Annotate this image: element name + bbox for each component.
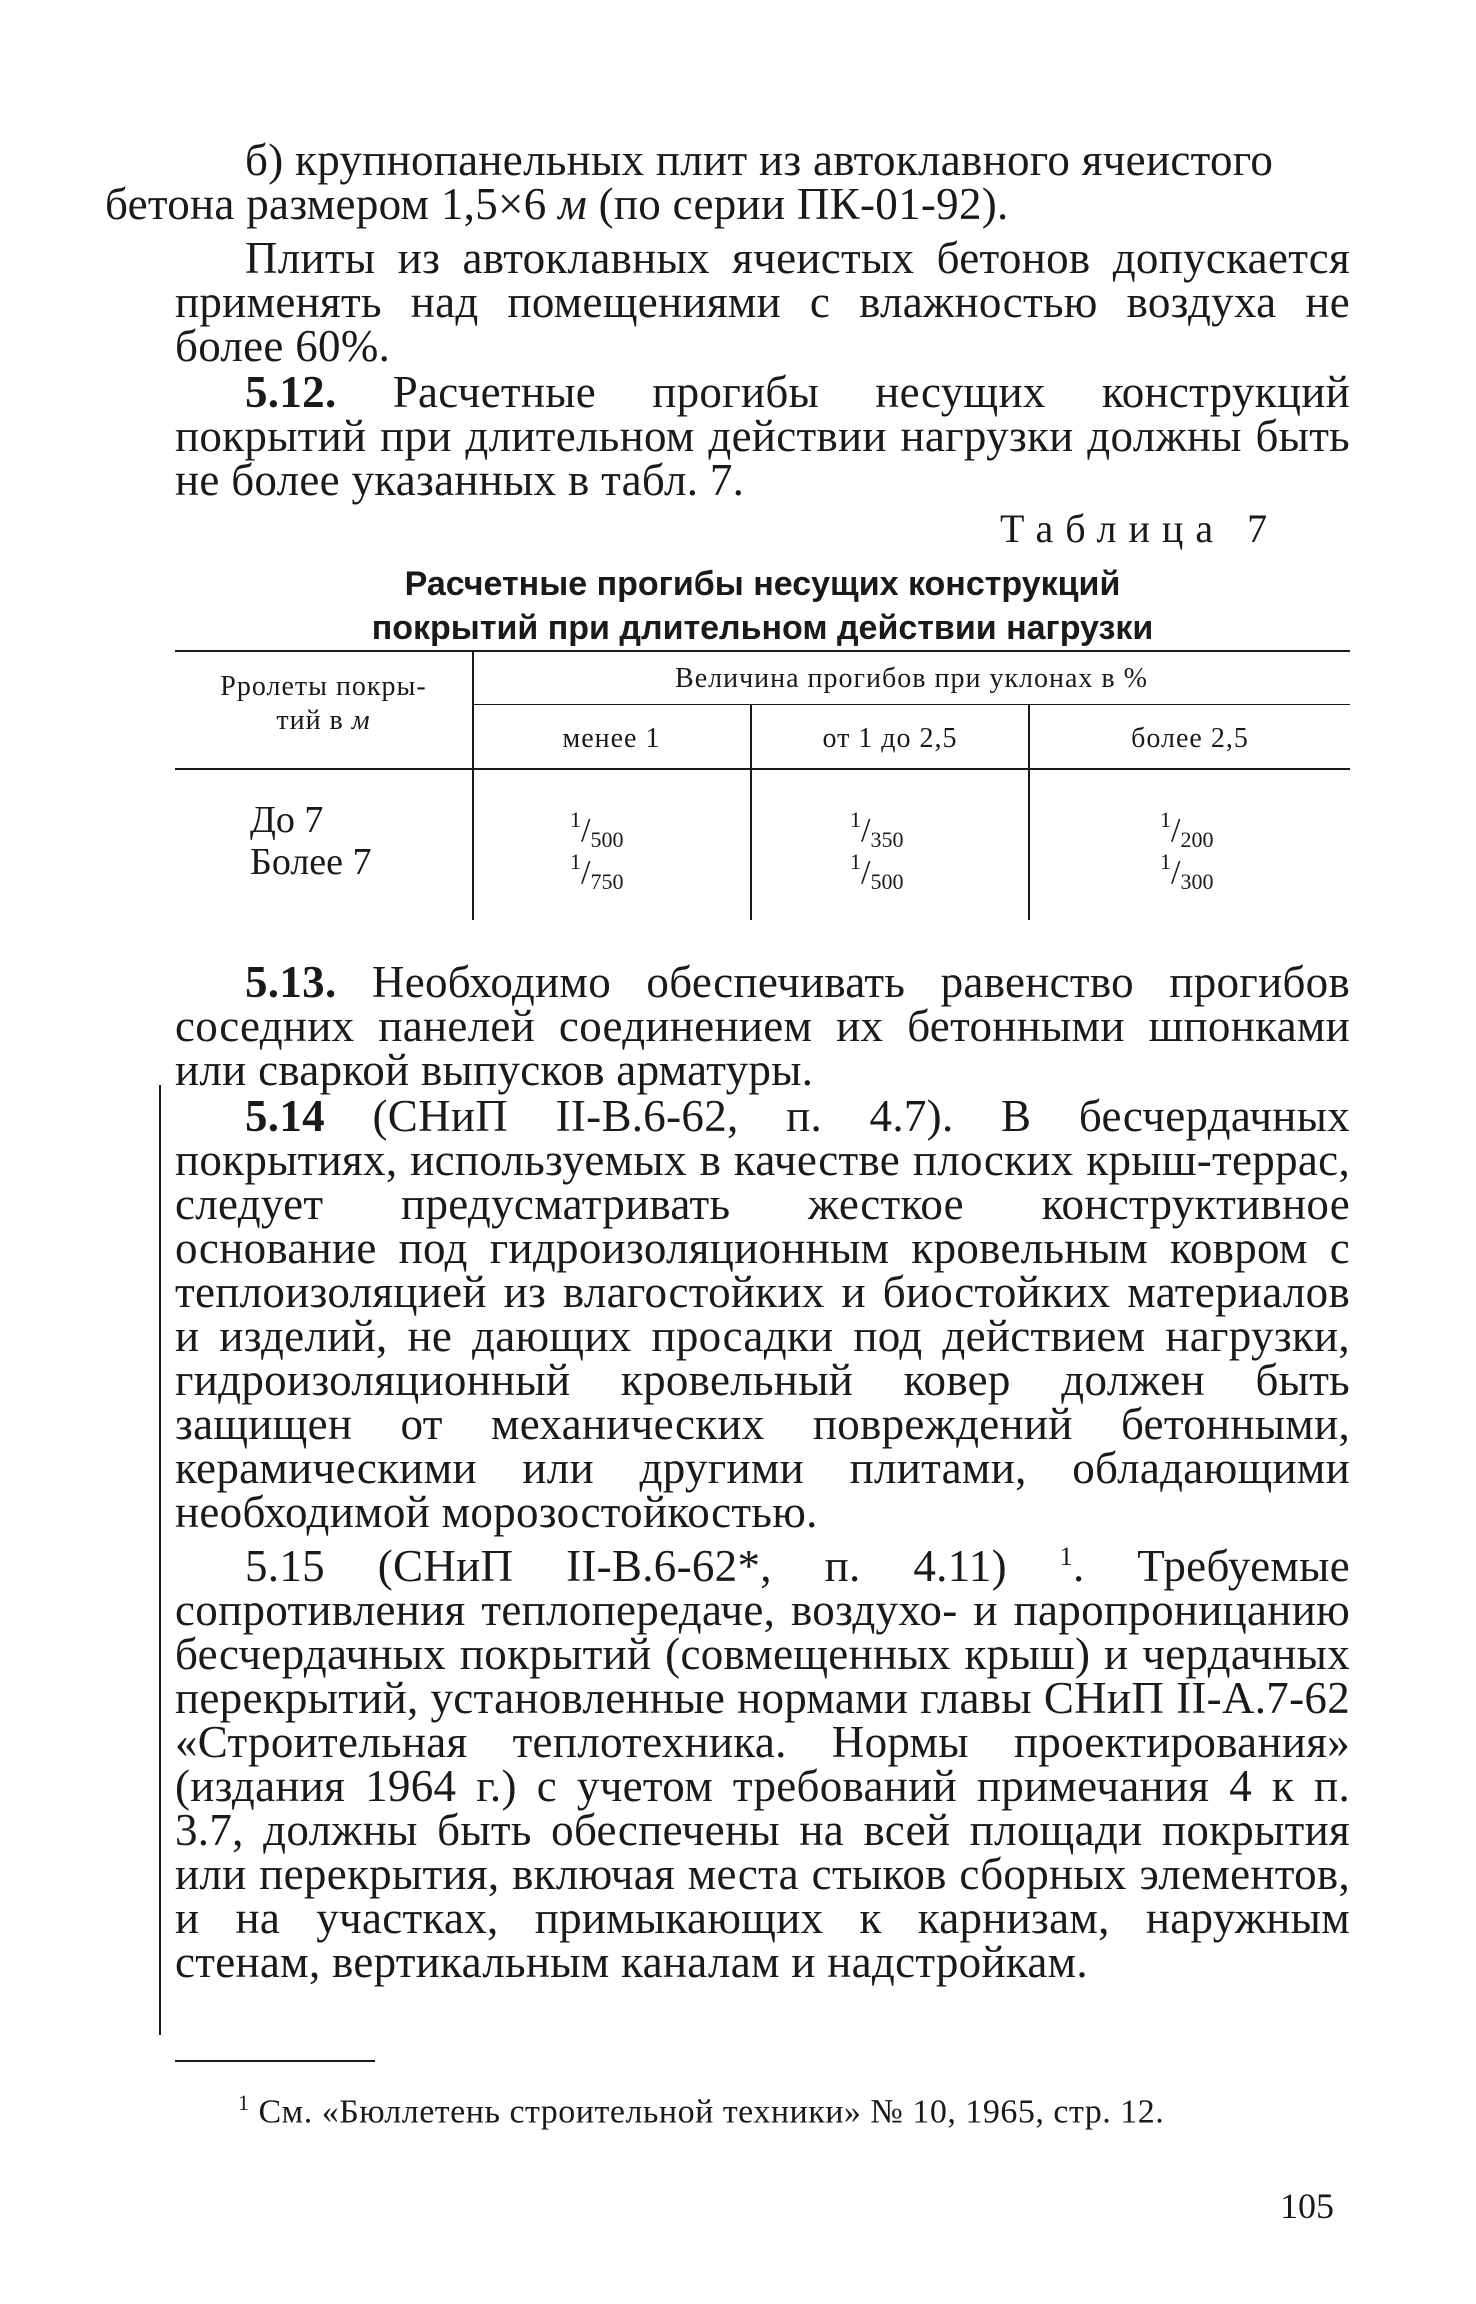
paragraph-cellular-concrete: Плиты из автоклавных ячеистых бетонов допускается применять над помещениями с влажностью воздуха не более 60%. [175, 233, 1350, 371]
header-unit: м [351, 705, 371, 736]
table-group-rule [473, 704, 1350, 705]
clause-number: 5.14 [245, 1091, 325, 1141]
p1-line2 [105, 179, 1009, 229]
header-col-more-2-5: более 2,5 [1131, 723, 1249, 754]
p1-line2-tail: (по серии ПК-01-92). [587, 179, 1009, 229]
table-title-line1: Расчетные прогибы несущих конструкций [404, 565, 1121, 603]
p1-line1: б) крупнопанельных плит из автоклавного ячеистого [245, 135, 1274, 185]
page-number: 105 [1280, 2186, 1334, 2226]
numerator: 1 [570, 849, 581, 874]
header-span-cell [175, 670, 472, 738]
numerator: 1 [570, 807, 581, 832]
numerator: 1 [850, 807, 861, 832]
header-col-less-1: менее 1 [562, 723, 661, 754]
header-span-line2: тий в [276, 705, 352, 736]
table-header-rule [175, 768, 1350, 770]
paragraph-5-14 [175, 1091, 1350, 1537]
deflection-table [175, 650, 1350, 920]
denominator: 350 [870, 827, 904, 852]
numerator: 1 [850, 849, 861, 874]
row-label-over-7: Более 7 [250, 841, 372, 883]
table-title [175, 562, 1350, 650]
footnote-mark: 1 [238, 2090, 250, 2115]
fraction-r1-c3: $^1/_{200}$ [1160, 807, 1214, 852]
paragraph-5-15 [175, 1535, 1350, 1987]
fraction-r2-c1: $^1/_{750}$ [570, 849, 624, 894]
numerator: 1 [1160, 849, 1171, 874]
fraction-r2-c2: $^1/_{500}$ [850, 849, 904, 894]
denominator: 500 [590, 827, 624, 852]
fraction-r1-c1: $^1/_{500}$ [570, 807, 624, 852]
header-span-line1: Pролеты покры- [220, 671, 427, 702]
row-label-up-to-7: До 7 [250, 799, 324, 841]
paragraph-5-13 [175, 957, 1350, 1095]
header-col-1-to-2-5: от 1 до 2,5 [822, 723, 958, 754]
footnote-text: См. «Бюллетень строительной техники» № 10, 1965, стр. 12. [249, 2093, 1165, 2131]
table-title-line2: покрытий при длительном действии нагрузки [371, 609, 1154, 647]
p1-line2-text: бетона размером 1,5×6 [105, 179, 559, 229]
table-caption: Таблица 7 [1000, 506, 1280, 551]
footnote-reference: 1 [1059, 1542, 1073, 1571]
fraction-r2-c3: $^1/_{300}$ [1160, 849, 1214, 894]
clause-number: 5.13. [245, 957, 337, 1007]
numerator: 1 [1160, 807, 1171, 832]
denominator: 500 [870, 869, 904, 894]
fraction-r1-c2: $^1/_{350}$ [850, 807, 904, 852]
clause-number: 5.15 [245, 1541, 325, 1591]
paragraph-5-12 [175, 367, 1350, 505]
clause-text: (СНиП II-В.6-62, п. 4.7). В бесчердачных покрытиях, используемых в качестве плоских крыш-террас, следует предусматривать жесткое конструктивное основание под гидроизоляционным кровельным ковром с теплоизоляцией из влагостойких и биостойких материалов и изделий, не дающих просадки под действием нагрузки, гидроизоляционный кровельный ковер должен быть защищен от механических повреждений бетонными, керамическими или другими плитами, обладающими необходимой морозостойкостью. [175, 1091, 1350, 1537]
clause-text: . Требуемые сопротивления теплопередаче, воздухо- и паропроницанию бесчердачных покрытий (совмещенных крыш) и чердачных перекрытий, установленные нормами главы СНиП II-А.7-62 «Строительная теплотехника. Нормы проектирования» (издания 1964 г.) с учетом требований примечания 4 к п. 3.7, должны быть обеспечены на всей площади покрытия или перекрытия, включая места стыков сборных элементов, и на участках, примыкающих к карнизам, наружным стенам, вертикальным каналам и надстройкам. [175, 1541, 1350, 1987]
clause-ref: (СНиП II-В.6-62*, п. 4.11) [324, 1541, 1060, 1591]
clause-text: Необходимо обеспечивать равенство прогибов соседних панелей соединением их бетонными шпонками или сваркой выпусков арматуры. [175, 957, 1350, 1095]
clause-number: 5.12. [245, 367, 337, 417]
header-group-cell: Величина прогибов при уклонах в % [675, 663, 1148, 694]
footnote [238, 2083, 1164, 2132]
revision-margin-bar [159, 1085, 161, 2035]
unit-meter: м [558, 179, 588, 229]
denominator: 300 [1180, 869, 1214, 894]
clause-text: Расчетные прогибы несущих конструкций покрытий при длительном действии нагрузки должны быть не более указанных в табл. 7. [175, 367, 1350, 505]
footnote-rule [175, 2060, 375, 2062]
table-top-rule [175, 650, 1350, 652]
paragraph-slabs-item-b [105, 135, 1350, 229]
denominator: 200 [1180, 827, 1214, 852]
denominator: 750 [590, 869, 624, 894]
